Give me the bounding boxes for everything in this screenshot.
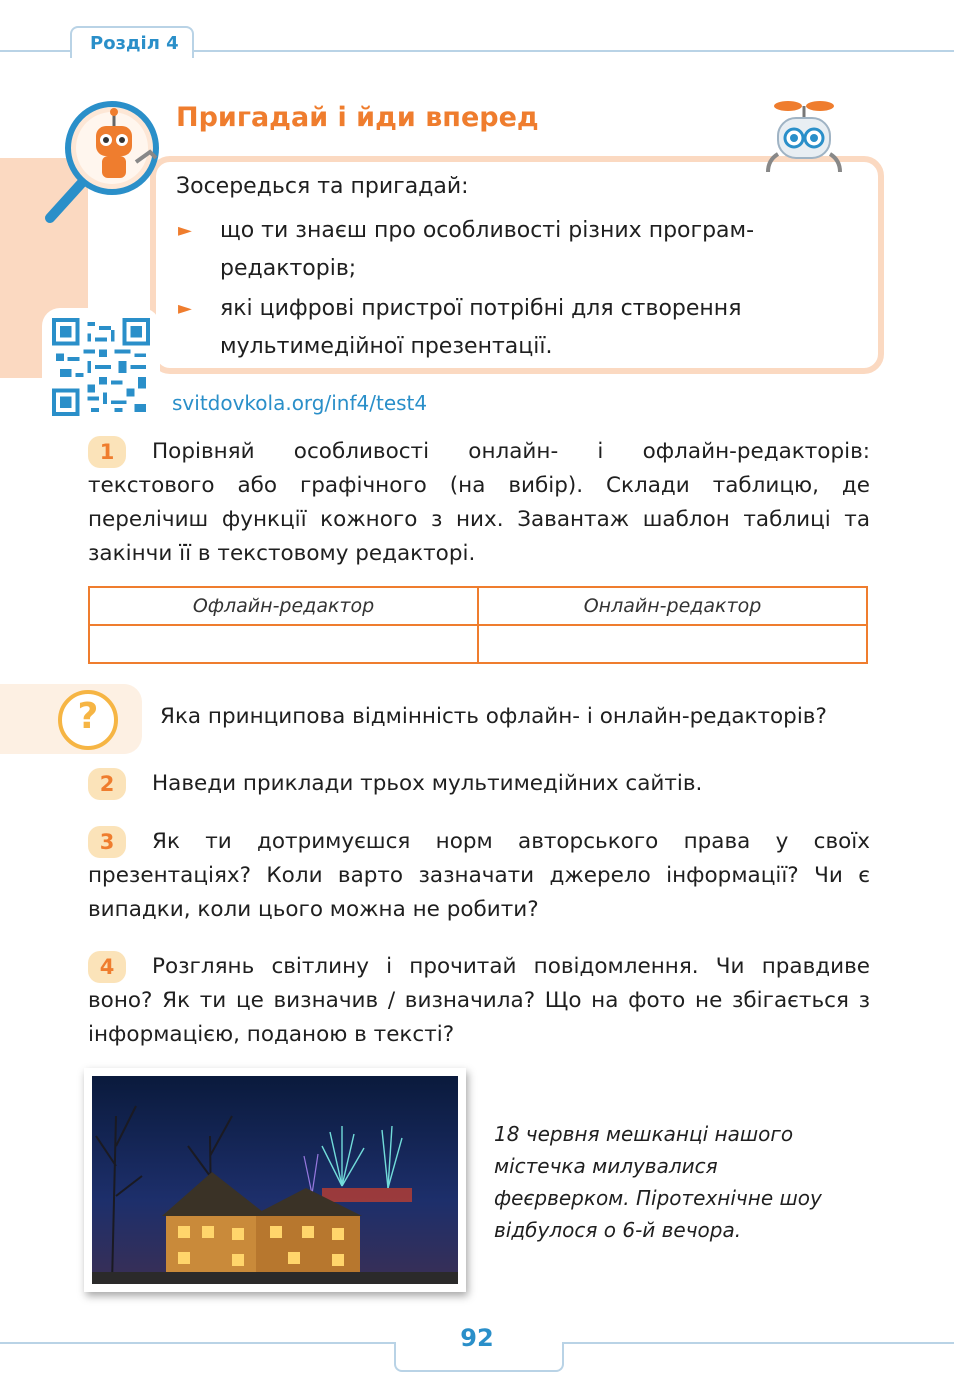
recall-bullet-text: що ти знаєш про особливості різних програм-редакторів;	[220, 218, 755, 281]
recall-bullet	[178, 290, 840, 366]
table-header: Офлайн-редактор	[89, 587, 478, 625]
task-text	[88, 950, 870, 1052]
task-text	[88, 435, 870, 571]
arrow-right-icon: ►	[178, 220, 192, 241]
magnifier-robot-icon	[40, 96, 170, 226]
robot-icon	[760, 98, 850, 182]
section-label: Розділ 4	[90, 33, 179, 54]
task-2-text: Наведи приклади трьох мультимедійних сайтів.	[152, 771, 703, 796]
recall-bullet-text: які цифрові пристрої потрібні для створення мультимедійної презентації.	[220, 296, 742, 359]
photo-caption: 18 червня мешканці нашого містечка милувалися феєрверком. Піротехнічне шоу відбулося о 6-й вечора.	[494, 1122, 822, 1242]
task-number-badge: 1	[88, 436, 126, 468]
task-1-text: Порівняй особливості онлайн- і офлайн-редакторів: текстового або графічного (на вибір). Склади таблицю, де перелічиш функції кожного з них. Завантаж шаблон таблиці та закінчи її в текстовому редакторі.	[88, 439, 870, 566]
task-4-text: Розглянь світлину і прочитай повідомлення. Чи правдиве воно? Як ти це визначив / визначила? Що на фото не збігається з інформацією, поданою в тексті?	[88, 954, 870, 1047]
question-text: Яка принципова відмінність офлайн- і онлайн-редакторів?	[160, 704, 827, 729]
editors-table	[88, 586, 868, 664]
question-icon: ?	[58, 690, 118, 750]
arrow-right-icon: ►	[178, 298, 192, 319]
qr-code-icon[interactable]	[42, 308, 160, 426]
recall-bullet	[178, 212, 840, 288]
recall-intro: Зосередься та пригадай:	[176, 174, 469, 199]
task-3-text: Як ти дотримуєшся норм авторського права у своїх презентаціях? Коли варто зазначати джерело інформації? Чи є випадки, коли цього можна не робити?	[88, 829, 870, 922]
table-header: Онлайн-редактор	[478, 587, 867, 625]
test-link[interactable]: svitdovkola.org/inf4/test4	[172, 391, 428, 415]
table-cell	[89, 625, 478, 663]
task-text	[88, 825, 870, 927]
task-number-badge: 3	[88, 826, 126, 858]
page-number: 92	[460, 1324, 494, 1352]
task-number-badge: 2	[88, 768, 126, 800]
recall-title: Пригадай і йди вперед	[176, 102, 539, 133]
section-tab	[70, 26, 194, 58]
table-cell	[478, 625, 867, 663]
task-number-badge: 4	[88, 951, 126, 983]
fireworks-photo	[84, 1068, 466, 1292]
task-text	[88, 767, 870, 801]
